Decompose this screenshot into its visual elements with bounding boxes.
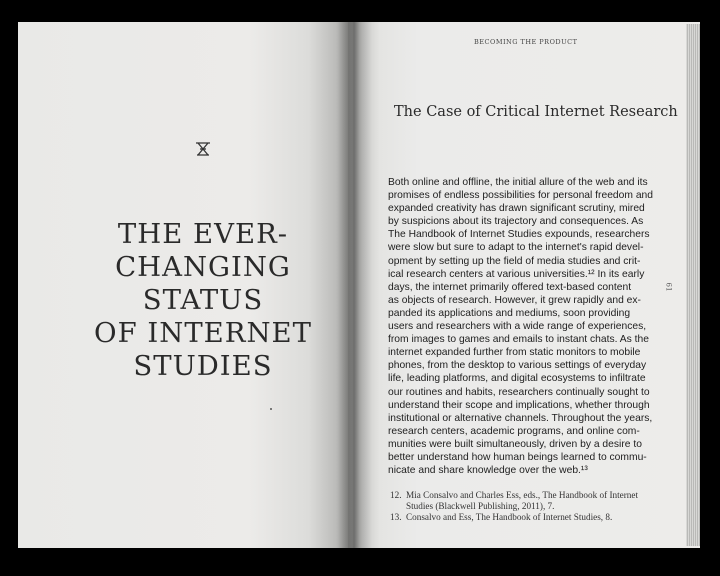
left-page <box>18 22 348 548</box>
page-edges <box>686 24 700 546</box>
footnote-number: 13. <box>390 512 402 522</box>
footnote-text: Mia Consalvo and Charles Ess, eds., The Handbook of Internet Studies (Blackwell Publishing, 2011), 7. <box>406 490 639 511</box>
footnote-number: 12. <box>390 490 402 500</box>
page-number: 61 <box>664 282 673 292</box>
spine-shadow <box>336 22 372 548</box>
footnote-12 <box>390 490 660 512</box>
footnote-text: Consalvo and Ess, The Handbook of Internet Studies, 8. <box>406 512 613 522</box>
running-head: BECOMING THE PRODUCT <box>474 38 578 46</box>
footnote-13 <box>390 512 660 523</box>
body-text: Both online and offline, the initial allure of the web and its promises of endless possibilities for personal freedom and expanded creativity has drawn significant scrutiny, mired by suspicions about its trajectory and consequences. As The Handbook of Internet Studies expounds, researchers were slow but sure to adapt to the internet's rapid devel- opment by setting up the field of media studies and crit- ical research centers at various universities.¹² In its early days, the internet primarily offered text-based content as objects of research. However, it grew rapidly and ex- panded its applications and mediums, soon providing users and researchers with a wide range of experiences, from images to games and emails to instant chats. As the internet expanded further from static monitors to mobile phones, from the desktop to various settings of everyday life, leading platforms, and digital ecosystems to infiltrate our routines and habits, researchers continually sought to understand their scope and implications, whether through institutional or alternative channels. Throughout the years, research centers, academic programs, and online com- munities were built simultaneously, driven by a desire to better understand how human beings learned to commu- nicate and share knowledge over the web.¹³ <box>388 177 653 477</box>
footnotes <box>390 490 660 523</box>
page-speck <box>270 408 272 410</box>
chapter-title: THE EVER- CHANGING STATUS OF INTERNET STUDIES <box>94 218 312 382</box>
section-title: The Case of Critical Internet Research <box>394 104 678 120</box>
glyph-ornament-icon <box>194 140 212 158</box>
